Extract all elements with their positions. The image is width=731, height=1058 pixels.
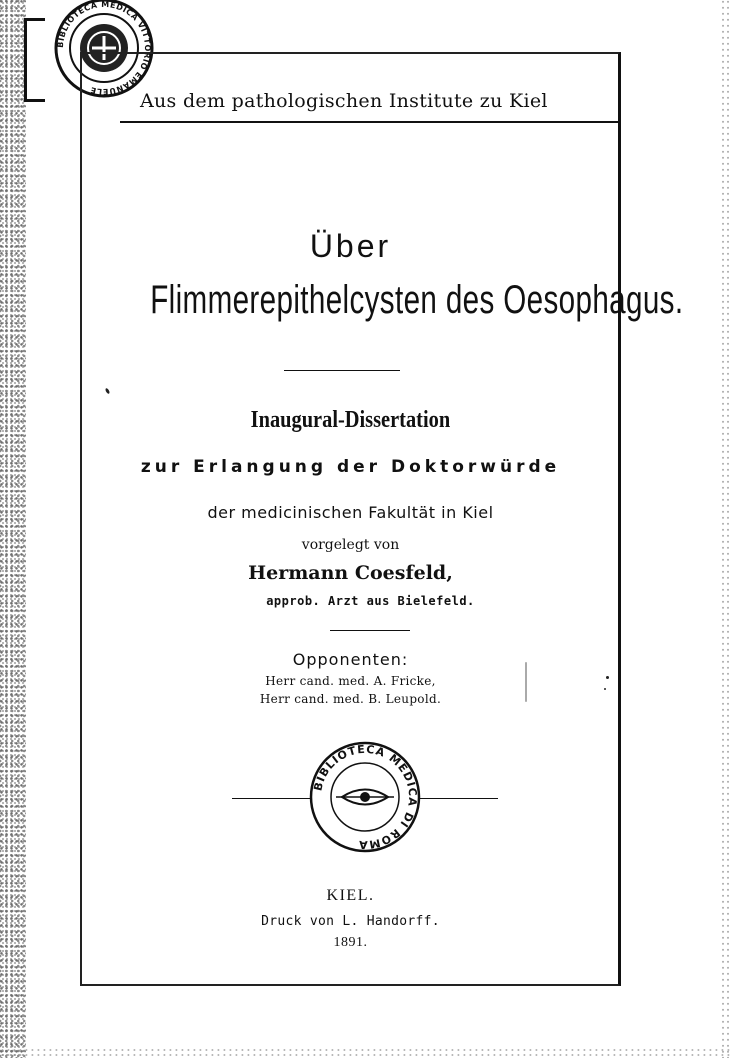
imprint-year: 1891. (333, 935, 368, 950)
opponent-2: Herr cand. med. B. Leupold. (259, 692, 442, 706)
faculty-line: der medicinischen Fakultät in Kiel (207, 503, 494, 522)
author-detail: approb. Arzt aus Bielefeld. (266, 594, 475, 608)
bleed-through-mark (525, 662, 527, 702)
dissertation-purpose: zur Erlangung der Doktorwürde (140, 457, 561, 477)
library-stamp-middle (306, 738, 424, 856)
imprint-printer: Druck von L. Handorff. (261, 914, 440, 929)
imprint-city: KIEL. (326, 887, 375, 904)
opponent-1: Herr cand. med. A. Fricke, (265, 674, 436, 688)
stamp-top-text: BIBLIOTECA MEDICA VITTORIO EMANUELE (55, 0, 153, 97)
header-underline (120, 121, 621, 123)
scan-edge-bottom (0, 1048, 731, 1058)
divider-2 (330, 630, 410, 631)
opponents-heading: Opponenten: (292, 650, 409, 669)
divider-1 (284, 370, 400, 371)
scan-edge-right (721, 0, 731, 1058)
ink-speck (604, 688, 606, 690)
presented-by-line: vorgelegt von (301, 537, 400, 553)
corner-bracket (24, 18, 45, 102)
dissertation-heading: Inaugural-Dissertation (250, 407, 451, 433)
institute-line: Aus dem pathologischen Institute zu Kiel (140, 90, 548, 112)
ink-speck (606, 676, 609, 679)
author-name: Hermann Coesfeld, (248, 562, 453, 584)
scan-edge-left (0, 0, 26, 1058)
stamp-middle-text: BIBLIOTECA MEDICA DI ROMA (311, 742, 420, 852)
main-title: Flimmerepithelcysten des Oesophagus. (150, 278, 684, 322)
title-line-1: Über (309, 228, 392, 264)
